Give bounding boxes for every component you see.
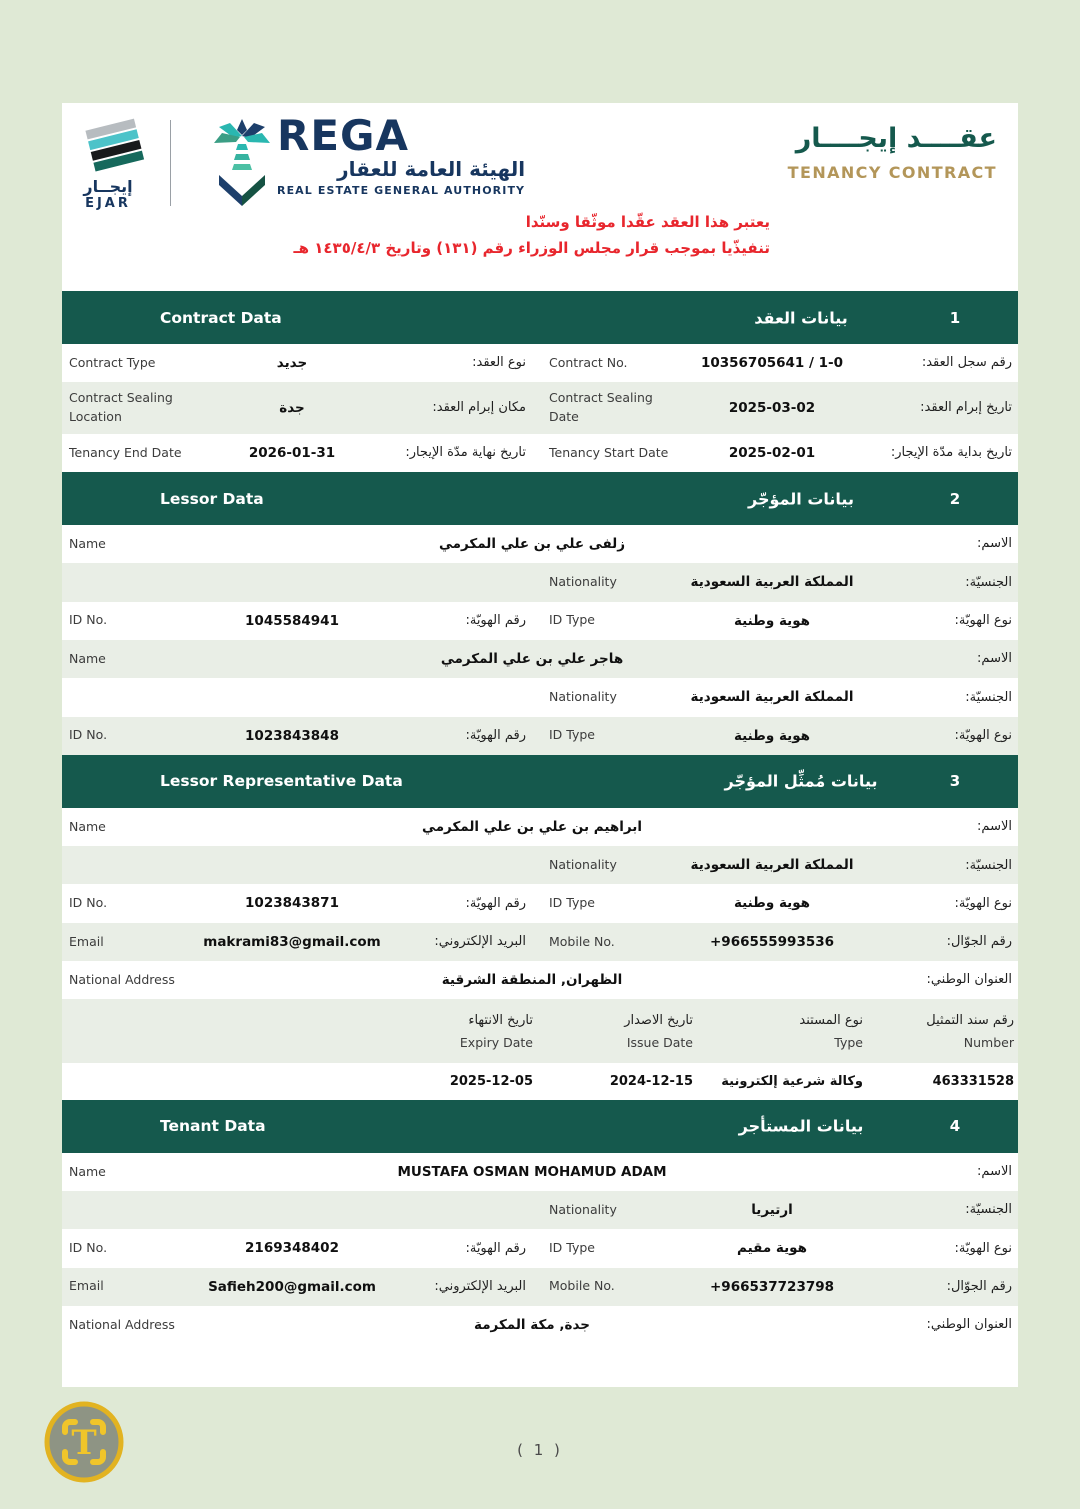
field-label-ar: نوع الهويّة: [954,727,1012,743]
field-value: الظهران, المنطقة الشرقية [441,972,623,989]
field-label-ar: الاسم: [977,1164,1012,1180]
logo-divider [170,120,171,206]
field-value: جدة [279,399,305,416]
field-label-ar: الجنسيّة: [965,574,1012,590]
field-value: 1045584941 [245,612,339,629]
column-header-ar: نوع المستند [799,1013,863,1029]
section-header-bar [62,755,1018,808]
table-row [62,1229,1018,1267]
field-value: المملكة العربية السعودية [690,857,854,874]
column-header-en: Issue Date [626,1035,693,1051]
column-header-en: Expiry Date [459,1035,533,1051]
field-label-ar: تاريخ بداية مدّة الإيجار: [890,445,1012,461]
sections-container [62,291,1018,1344]
ejar-wordmark-arabic: إيجــار [83,177,133,196]
section-title-ar: بيانات العقد [754,308,848,327]
field-label-ar: الاسم: [977,651,1012,667]
field-label-en: Contract No. [549,354,628,370]
section-header-bar [62,291,1018,344]
field-label-ar: تاريخ إبرام العقد: [920,400,1012,416]
field-value: هاجر علي بن علي المكرمي [440,650,624,667]
subtable-header-row [62,999,1018,1062]
subtable-header-cell [62,1009,537,1052]
contract-section [62,1100,1018,1344]
field-label-en: Email [69,933,104,949]
field-value: 1023843871 [245,895,339,912]
field-value: +966555993536 [709,933,835,950]
table-row [62,525,1018,563]
field-value: المملكة العربية السعودية [690,574,854,591]
field-label-ar: الجنسيّة: [965,689,1012,705]
section-rows [62,344,1018,472]
section-number: 3 [949,772,961,791]
field-label-ar: رقم سجل العقد: [921,355,1012,371]
notarization-disclaimer [294,209,771,262]
field-label-ar: العنوان الوطني: [926,972,1012,988]
subtable-value: 2025-12-05 [449,1073,533,1089]
section-title-ar: بيانات المؤجّر [748,489,854,509]
field-label-en: Tenancy End Date [69,444,182,460]
field-label-ar: رقم الجوّال: [946,1279,1012,1295]
field-label-ar: مكان إبرام العقد: [432,400,526,416]
field-label-en: ID No. [69,612,108,628]
section-number: 2 [949,489,961,508]
field-label-en: Name [69,535,106,551]
field-label-en: Nationality [549,574,617,590]
field-label-ar: الاسم: [977,536,1012,552]
field-value: زلفى علي بن علي المكرمي [438,536,626,553]
table-row [62,808,1018,846]
table-row [62,382,1018,434]
field-label-en: Email [69,1278,104,1294]
field-value: جدة, مكة المكرمة [474,1316,590,1333]
field-value: هوية وطنية [733,727,811,744]
field-label-ar: رقم الهويّة: [465,1240,526,1256]
field-label-en: ID Type [549,727,595,743]
field-label-en: National Address [69,1316,175,1332]
field-value: ابراهيم بن علي بن علي المكرمي [422,818,642,835]
field-label-ar: رقم الهويّة: [465,727,526,743]
field-label-ar: البريد الإلكتروني: [434,934,526,950]
column-header-ar: تاريخ الاصدار [624,1013,693,1029]
field-value: 2025-03-02 [728,399,816,416]
field-label-ar: البريد الإلكتروني: [434,1279,526,1295]
field-label-ar: نوع الهويّة: [954,1240,1012,1256]
section-rows [62,808,1018,1100]
text-scan-stamp-icon [44,1401,124,1483]
subtable-header-cell [697,1009,867,1052]
section-title-en: Lessor Representative Data [160,772,403,791]
field-value: هوية مقيم [737,1240,807,1257]
section-header-bar [62,1100,1018,1153]
field-label-ar: الجنسيّة: [965,1202,1012,1218]
field-label-en: ID Type [549,895,595,911]
table-row [62,678,1018,716]
field-label-ar: العنوان الوطني: [926,1317,1012,1333]
disclaimer-line-2: تنفيذّيا بموجب قرار مجلس الوزراء رقم (١٣١) وتاريخ ١٤٣٥/٤/٣ هـ [293,239,770,258]
section-title-en: Tenant Data [160,1117,266,1136]
table-row [62,344,1018,382]
field-label-en: ID No. [69,727,108,743]
field-label-en: Contract Sealing Date [549,390,653,425]
table-row [62,846,1018,884]
ejar-wordmark-latin: EJAR [85,196,131,212]
section-title-en: Contract Data [160,308,282,327]
field-label-ar: الاسم: [977,819,1012,835]
field-label-en: ID Type [549,1240,595,1256]
contract-section [62,755,1018,1100]
column-header-ar: تاريخ الانتهاء [468,1013,533,1029]
rega-palm-icon [211,118,273,206]
column-header-ar: رقم سند التمثيل [926,1013,1014,1029]
field-label-ar: نوع الهويّة: [954,895,1012,911]
field-label-en: Mobile No. [549,933,615,949]
field-label-ar: نوع الهويّة: [954,613,1012,629]
field-label-en: Nationality [549,689,617,705]
field-value: المملكة العربية السعودية [690,689,854,706]
field-label-ar: رقم الجوّال: [946,934,1012,950]
field-label-ar: نوع العقد: [472,355,526,371]
field-value: هوية وطنية [733,895,811,912]
field-label-ar: رقم الهويّة: [465,895,526,911]
field-value: ارتيريا [751,1202,793,1219]
page-number: ( 1 ) [517,1441,563,1459]
field-label-en: National Address [69,971,175,987]
field-label-en: ID No. [69,895,108,911]
table-row [62,961,1018,999]
table-row [62,717,1018,755]
table-row [62,602,1018,640]
field-value: 10356705641 / 1-0 [700,355,844,371]
field-value: makrami83@gmail.com [203,933,381,950]
subtable-header-cell [867,1009,1018,1052]
contract-title-english: TENANCY CONTRACT [787,163,997,182]
field-label-ar: الجنسيّة: [965,857,1012,873]
subtable-value: 2024-12-15 [609,1073,693,1089]
table-row [62,1191,1018,1229]
table-row [62,884,1018,922]
field-value: +966537723798 [709,1278,835,1295]
rega-arabic-name: الهيئة العامة للعقار [337,157,526,181]
disclaimer-line-1: يعتبر هذا العقد عقّدا موثّقا وسنّدا [525,213,770,231]
field-label-en: Contract Sealing Location [69,390,173,425]
field-label-en: Contract Type [69,354,156,370]
svg-text:T: T [71,1423,97,1463]
table-row [62,563,1018,601]
field-label-en: Nationality [549,856,617,872]
section-title-en: Lessor Data [160,489,264,508]
table-row [62,434,1018,472]
field-label-en: Nationality [549,1201,617,1217]
table-row [62,1306,1018,1344]
contract-section [62,472,1018,755]
field-value: 2026-01-31 [248,444,336,461]
field-value: هوية وطنية [733,612,811,629]
field-label-en: ID No. [69,1240,108,1256]
ejar-wordmark [70,177,146,211]
field-label-en: Tenancy Start Date [549,444,669,460]
section-rows [62,1153,1018,1344]
section-title-ar: بيانات المستأجر [738,1116,864,1136]
rega-wordmark [277,111,526,197]
field-value: جديد [276,355,308,371]
section-header-bar [62,472,1018,525]
contract-title-arabic: عقــــد إيجــــار [795,123,997,154]
table-row [62,923,1018,961]
field-label-en: ID Type [549,612,595,628]
field-label-en: Name [69,818,106,834]
field-label-ar: رقم الهويّة: [465,613,526,629]
column-header-en: Type [834,1035,863,1051]
contract-section [62,291,1018,472]
section-rows [62,525,1018,755]
ejar-logo-icon [84,116,146,176]
field-value: Safieh200@gmail.com [208,1278,376,1295]
field-value: MUSTAFA OSMAN MOHAMUD ADAM [397,1163,667,1180]
field-label-en: Name [69,1163,106,1179]
table-row [62,1153,1018,1191]
subtable-value-row [62,1063,1018,1100]
contract-document [62,103,1018,1387]
rega-english-name: REAL ESTATE GENERAL AUTHORITY [277,184,526,197]
column-header-en: Number [963,1035,1014,1051]
table-row [62,640,1018,678]
field-label-ar: تاريخ نهاية مدّة الإيجار: [405,445,526,461]
subtable-value: 463331528 [932,1073,1014,1089]
section-number: 1 [949,308,961,327]
section-title-ar: بيانات مُمثِّل المؤجّر [724,771,878,791]
document-header [62,103,1018,291]
subtable-header-cell [537,1009,697,1052]
field-value: 2169348402 [245,1240,339,1257]
field-value: 2025-02-01 [728,444,816,461]
contract-title [788,123,997,182]
subtable-value: وكالة شرعية إلكترونية [721,1073,863,1089]
table-row [62,1268,1018,1306]
field-label-en: Name [69,650,106,666]
field-label-en: Mobile No. [549,1278,615,1294]
section-number: 4 [949,1117,961,1136]
field-value: 1023843848 [245,727,339,744]
rega-name: REGA [277,111,410,160]
